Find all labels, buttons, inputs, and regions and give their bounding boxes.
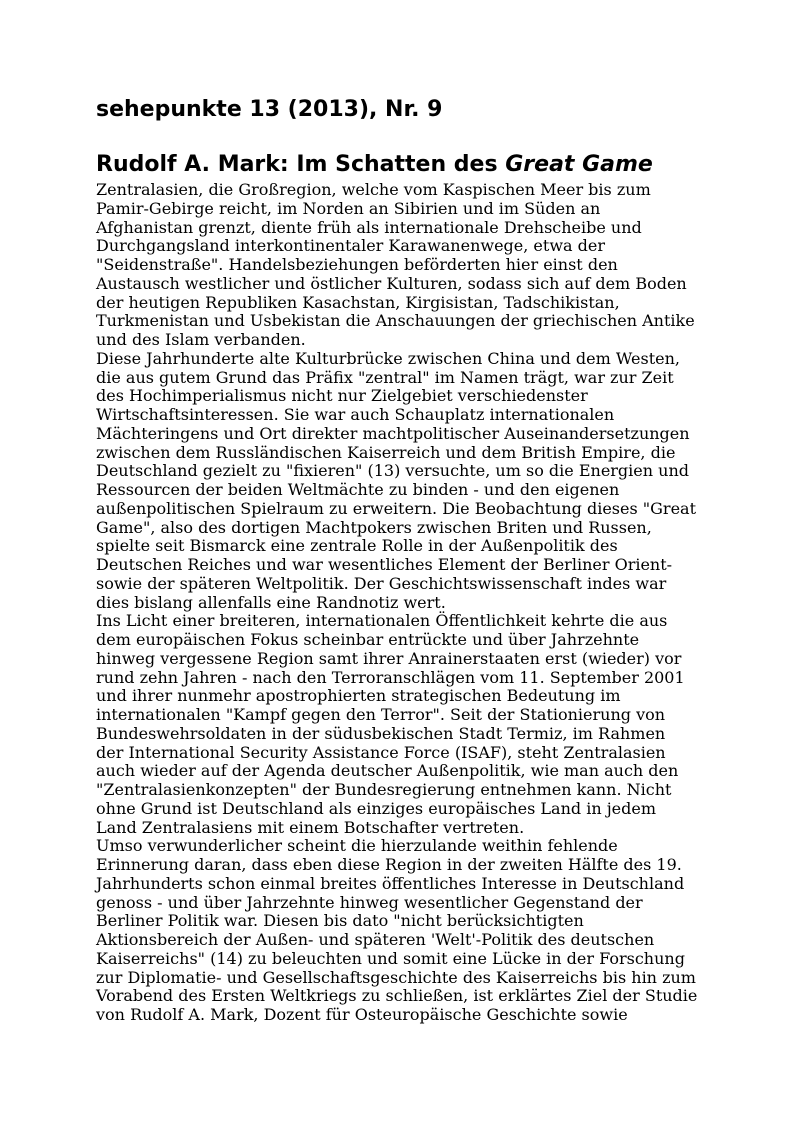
body-line: Kaiserreichs" (14) zu beleuchten und somit eine Lücke in der Forschung bbox=[96, 948, 685, 968]
body-line: Ins Licht einer breiteren, internationalen Öffentlichkeit kehrte die aus bbox=[96, 611, 668, 631]
review-body-text bbox=[96, 181, 716, 1025]
body-line: des Hochimperialismus nicht nur Zielgebiet verschiedenster bbox=[96, 386, 588, 406]
body-line: Pamir-Gebirge reicht, im Norden an Sibirien und im Süden an bbox=[96, 198, 601, 218]
body-line: Deutschen Reiches und war wesentliches Element der Berliner Orient- bbox=[96, 555, 673, 574]
body-line: Aktionsbereich der Außen- und späteren 'Welt'-Politik des deutschen bbox=[96, 930, 655, 949]
body-line: Ressourcen der beiden Weltmächte zu binden - und den eigenen bbox=[96, 480, 620, 499]
body-line: der heutigen Republiken Kasachstan, Kirgisistan, Tadschikistan, bbox=[96, 292, 620, 312]
body-line: der International Security Assistance Force (ISAF), steht Zentralasien bbox=[96, 742, 666, 762]
body-line: Mächteringens und Ort direkter machtpolitischer Auseinandersetzungen bbox=[96, 423, 690, 443]
body-line: rund zehn Jahren - nach den Terroranschlägen vom 11. September 2001 bbox=[96, 667, 685, 687]
body-line: auch wieder auf der Agenda deutscher Außenpolitik, wie man auch den bbox=[96, 761, 679, 781]
body-line: die aus gutem Grund das Präfix "zentral" im Namen trägt, war zur Zeit bbox=[96, 367, 674, 387]
journal-issue-heading: sehepunkte 13 (2013), Nr. 9 bbox=[96, 97, 443, 122]
body-line: Afghanistan grenzt, diente früh als internationale Drehscheibe und bbox=[96, 217, 642, 237]
body-line: "Seidenstraße". Handelsbeziehungen beförderten hier einst den bbox=[96, 255, 618, 274]
body-line: internationalen "Kampf gegen den Terror". Seit der Stationierung von bbox=[96, 705, 666, 724]
review-title bbox=[96, 150, 653, 180]
body-line: Bundeswehrsoldaten in der südusbekischen Stadt Termiz, im Rahmen bbox=[96, 723, 666, 743]
body-line: dies bislang allenfalls eine Randnotiz wert. bbox=[96, 592, 446, 612]
body-line: sowie der späteren Weltpolitik. Der Geschichtswissenschaft indes war bbox=[96, 573, 667, 593]
body-line: Vorabend des Ersten Weltkriegs zu schließen, ist erklärtes Ziel der Studie bbox=[96, 986, 698, 1006]
body-line: Austausch westlicher und östlicher Kulturen, sodass sich auf dem Boden bbox=[96, 273, 687, 293]
body-line: spielte seit Bismarck eine zentrale Rolle in der Außenpolitik des bbox=[96, 536, 618, 556]
body-line: von Rudolf A. Mark, Dozent für Osteuropäische Geschichte sowie bbox=[96, 1005, 628, 1024]
body-line: Diese Jahrhunderte alte Kulturbrücke zwischen China und dem Westen, bbox=[96, 348, 680, 368]
body-line: hinweg vergessene Region samt ihrer Anrainerstaaten erst (wieder) vor bbox=[96, 648, 682, 668]
body-line: Land Zentralasiens mit einem Botschafter vertreten. bbox=[96, 817, 525, 837]
body-line: ohne Grund ist Deutschland als einziges europäisches Land in jedem bbox=[96, 798, 657, 818]
body-line: außenpolitischen Spielraum zu erweitern. Die Beobachtung dieses "Great bbox=[96, 498, 696, 518]
body-line: Umso verwunderlicher scheint die hierzulande weithin fehlende bbox=[96, 836, 618, 856]
body-line: genoss - und über Jahrzehnte hinweg wesentlicher Gegenstand der bbox=[96, 892, 643, 912]
body-line: Zentralasien, die Großregion, welche vom Kaspischen Meer bis zum bbox=[96, 180, 651, 199]
review-title-book: Great Game bbox=[505, 152, 653, 177]
body-line: Game", also des dortigen Machtpokers zwischen Briten und Russen, bbox=[96, 517, 652, 537]
body-line: Jahrhunderts schon einmal breites öffentliches Interesse in Deutschland bbox=[96, 873, 685, 893]
body-line: zur Diplomatie- und Gesellschaftsgeschichte des Kaiserreichs bis hin zum bbox=[96, 967, 696, 987]
body-line: dem europäischen Fokus scheinbar entrückte und über Jahrzehnte bbox=[96, 630, 640, 649]
body-line: und ihrer nunmehr apostrophierten strategischen Bedeutung im bbox=[96, 686, 621, 706]
body-line: Erinnerung daran, dass eben diese Region in der zweiten Hälfte des 19. bbox=[96, 855, 682, 874]
body-line: Deutschland gezielt zu "fixieren" (13) versuchte, um so die Energien und bbox=[96, 461, 689, 481]
body-line: Berliner Politik war. Diesen bis dato "nicht berücksichtigten bbox=[96, 911, 584, 931]
body-line: Durchgangsland interkontinentaler Karawanenwege, etwa der bbox=[96, 236, 606, 256]
body-line: Wirtschaftsinteressen. Sie war auch Schauplatz internationalen bbox=[96, 405, 615, 424]
body-line: Turkmenistan und Usbekistan die Anschauungen der griechischen Antike bbox=[96, 311, 695, 331]
body-line: und des Islam verbanden. bbox=[96, 330, 306, 349]
body-line: "Zentralasienkonzepten" der Bundesregierung entnehmen kann. Nicht bbox=[96, 780, 672, 799]
review-title-author: Rudolf A. Mark: Im Schatten des bbox=[96, 152, 506, 177]
body-line: zwischen dem Russländischen Kaiserreich und dem British Empire, die bbox=[96, 442, 676, 462]
